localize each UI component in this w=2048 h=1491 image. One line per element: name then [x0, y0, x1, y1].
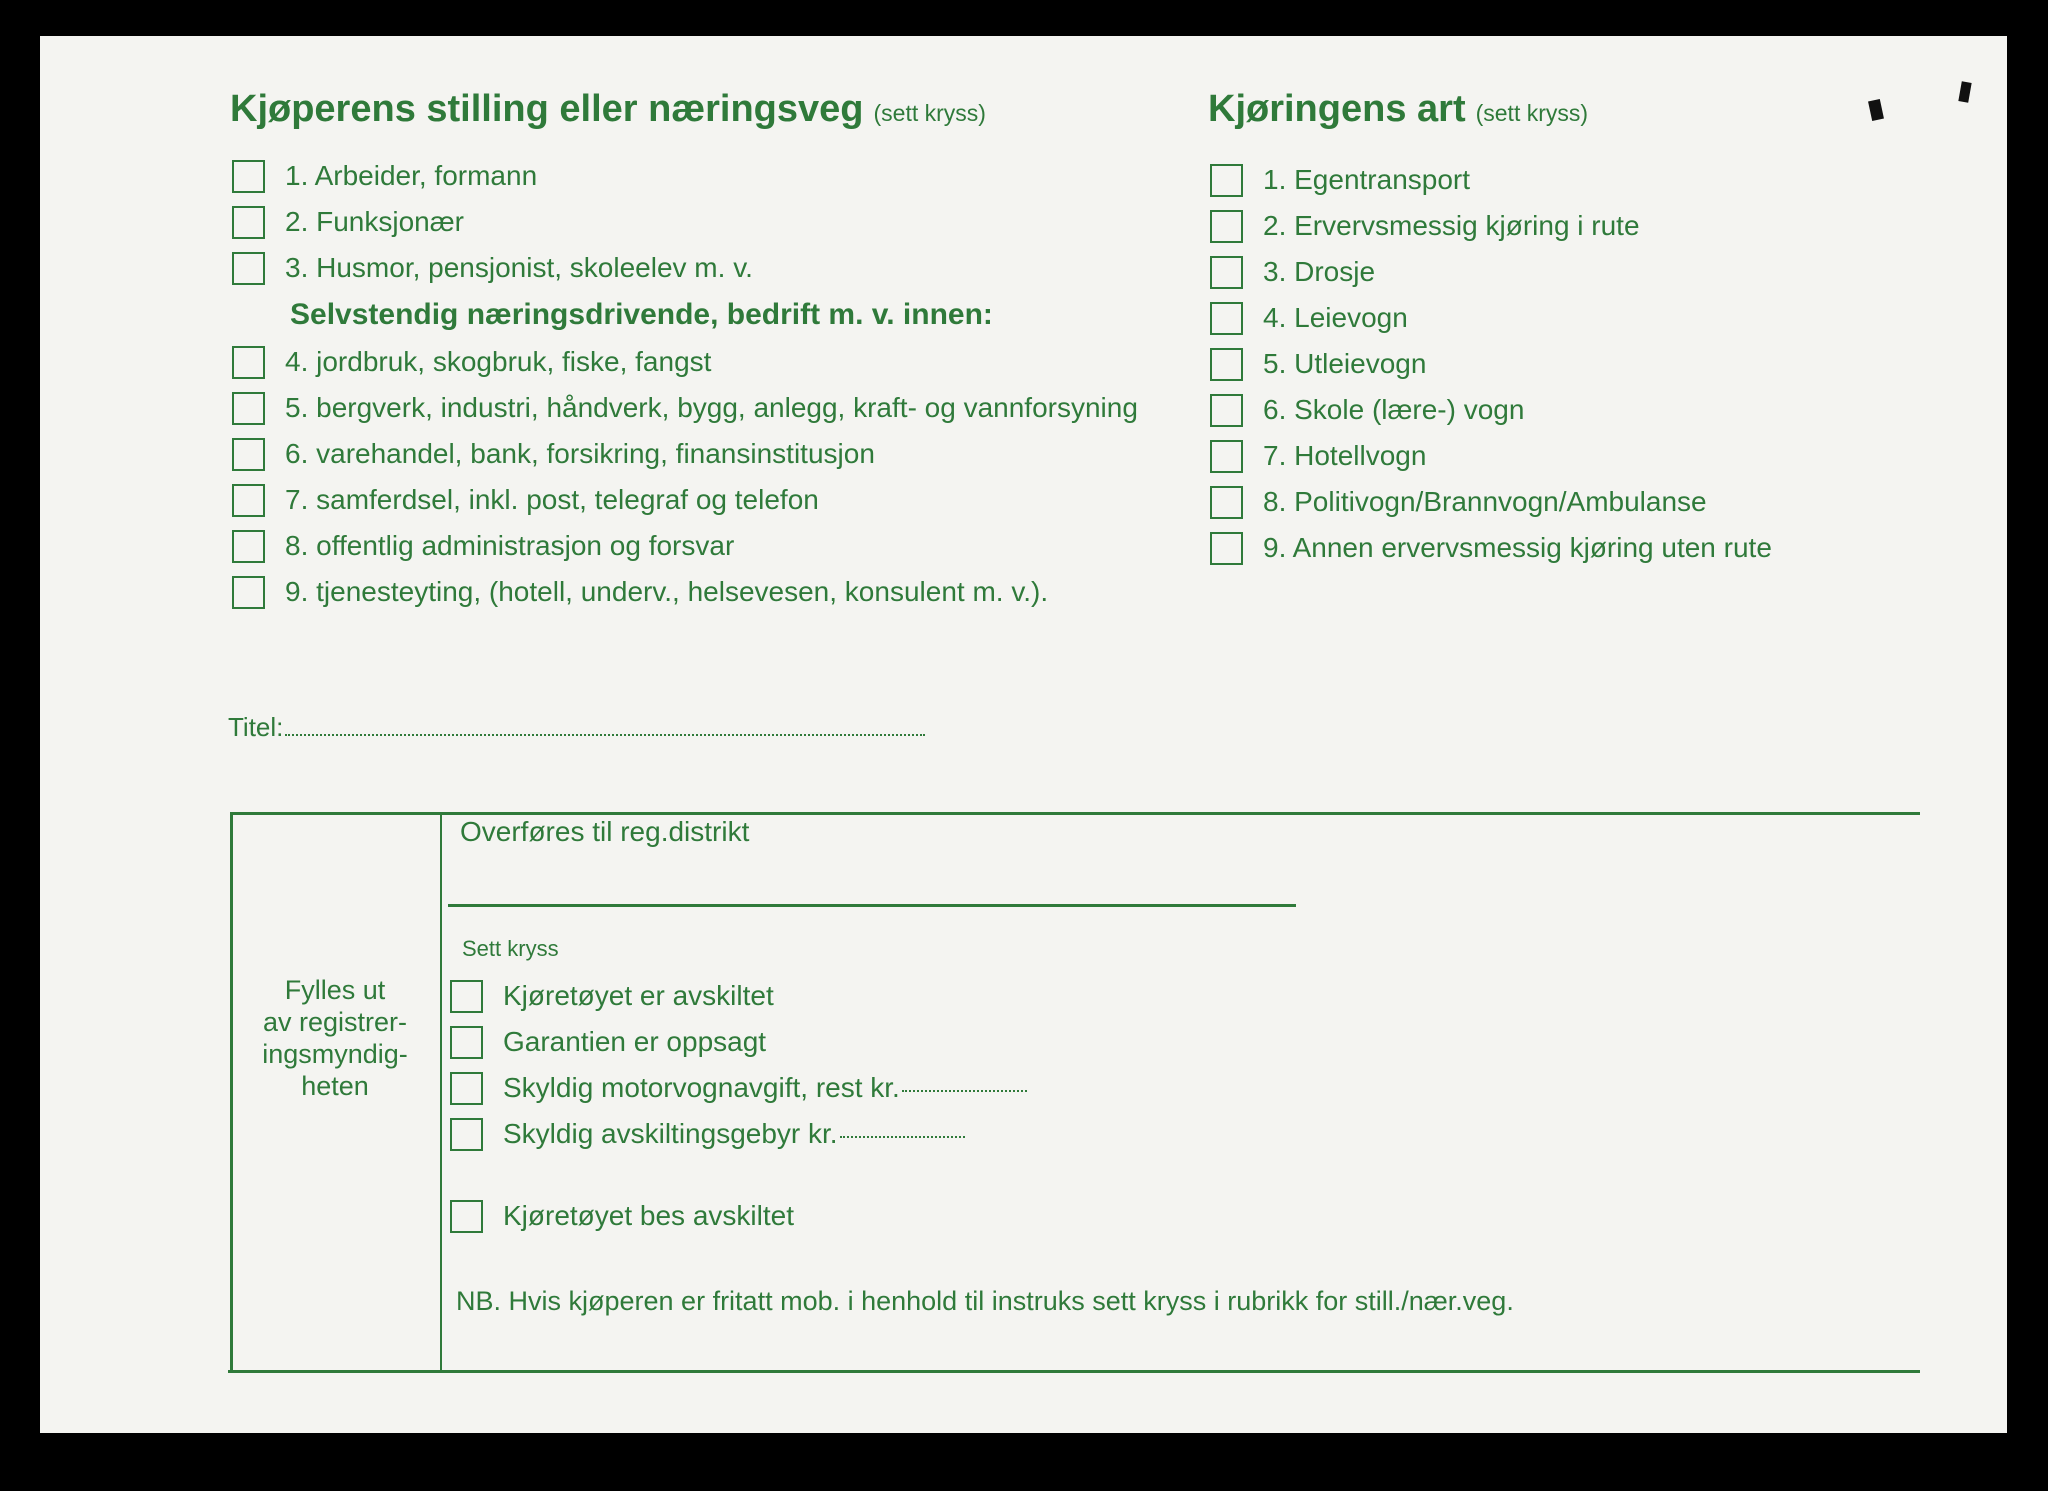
driving-option-8[interactable] — [1210, 482, 1707, 522]
checkbox[interactable] — [1210, 394, 1243, 427]
checkbox[interactable] — [232, 160, 265, 193]
guarantee-cancelled-option[interactable] — [450, 1022, 766, 1062]
driving-option-4[interactable] — [1210, 298, 1408, 338]
occupation-option-6[interactable] — [232, 434, 875, 474]
title-field-label: Titel: — [228, 712, 284, 742]
box-top-border — [230, 812, 1920, 815]
driving-option-9[interactable] — [1210, 528, 1772, 568]
checkbox[interactable] — [450, 1200, 483, 1233]
form-sheet — [40, 36, 2007, 1433]
occupation-option-8[interactable] — [232, 526, 734, 566]
occupation-option-4[interactable] — [232, 342, 711, 382]
option-label: Skyldig avskiltingsgebyr kr. — [503, 1118, 838, 1149]
option-label: 1. Egentransport — [1263, 164, 1471, 195]
driving-option-7[interactable] — [1210, 436, 1426, 476]
motor-tax-owed-option[interactable] — [450, 1068, 1027, 1108]
option-label: Skyldig motorvognavgift, rest kr. — [503, 1072, 900, 1103]
box-divider — [440, 812, 442, 1370]
right-section-title: Kjøringens art — [1208, 88, 1466, 130]
option-label: 7. samferdsel, inkl. post, telegraf og telefon — [285, 484, 819, 515]
nb-note: NB. Hvis kjøperen er fritatt mob. i henhold til instruks sett kryss i rubrikk for still./nær.veg. — [456, 1286, 1514, 1316]
left-section-heading — [230, 88, 986, 131]
checkbox[interactable] — [450, 1118, 483, 1151]
checkbox[interactable] — [232, 576, 265, 609]
left-section-title: Kjøperens stilling eller næringsveg — [230, 88, 864, 130]
checkbox[interactable] — [1210, 164, 1243, 197]
box-left-border — [230, 812, 233, 1373]
scan-mark — [1958, 81, 1971, 102]
box-bottom-border — [228, 1370, 1920, 1373]
amount-dotted-line[interactable] — [840, 1130, 965, 1138]
option-label: Garantien er oppsagt — [503, 1026, 767, 1057]
checkbox[interactable] — [1210, 210, 1243, 243]
occupation-option-7[interactable] — [232, 480, 819, 520]
self-employed-subheading: Selvstendig næringsdrivende, bedrift m. v. innen: — [290, 298, 993, 331]
checkbox[interactable] — [232, 438, 265, 471]
checkbox[interactable] — [232, 530, 265, 563]
option-label: 6. varehandel, bank, forsikring, finansinstitusjon — [285, 438, 875, 469]
checkbox[interactable] — [232, 206, 265, 239]
checkbox[interactable] — [450, 1072, 483, 1105]
option-label: Kjøretøyet er avskiltet — [503, 980, 774, 1011]
checkbox[interactable] — [1210, 532, 1243, 565]
checkbox[interactable] — [232, 346, 265, 379]
checkbox[interactable] — [1210, 486, 1243, 519]
transfer-label: Overføres til reg.distrikt — [460, 816, 750, 847]
driving-option-5[interactable] — [1210, 344, 1426, 384]
side-label-line: ingsmyndig- — [262, 1039, 408, 1069]
driving-option-6[interactable] — [1210, 390, 1524, 430]
checkbox[interactable] — [232, 252, 265, 285]
left-section-hint: (sett kryss) — [873, 100, 986, 126]
vehicle-deregistered-option[interactable] — [450, 976, 774, 1016]
option-label: Kjøretøyet bes avskiltet — [503, 1200, 794, 1231]
option-label: 8. Politivogn/Brannvogn/Ambulanse — [1263, 486, 1707, 517]
option-label: 5. bergverk, industri, håndverk, bygg, anlegg, kraft- og vannforsyning — [285, 392, 1138, 423]
occupation-option-3[interactable] — [232, 248, 753, 288]
checkbox[interactable] — [232, 392, 265, 425]
side-label-line: av registrer- — [262, 1007, 408, 1037]
occupation-option-1[interactable] — [232, 156, 537, 196]
driving-option-1[interactable] — [1210, 160, 1470, 200]
option-label: 9. tjenesteyting, (hotell, underv., helsevesen, konsulent m. v.). — [285, 576, 1049, 607]
deregistration-fee-option[interactable] — [450, 1114, 965, 1154]
checkbox[interactable] — [450, 1026, 483, 1059]
checkbox[interactable] — [450, 980, 483, 1013]
checkbox[interactable] — [1210, 348, 1243, 381]
right-section-hint: (sett kryss) — [1475, 100, 1589, 126]
occupation-option-9[interactable] — [232, 572, 1048, 612]
side-label-line: heten — [301, 1071, 369, 1101]
option-label: 5. Utleievogn — [1263, 348, 1427, 379]
transfer-district-line[interactable] — [448, 904, 1296, 907]
driving-option-3[interactable] — [1210, 252, 1375, 292]
title-field-dotted-line[interactable] — [285, 728, 925, 736]
option-label: 4. jordbruk, skogbruk, fiske, fangst — [285, 346, 712, 377]
option-label: 6. Skole (lære-) vogn — [1263, 394, 1525, 425]
option-label: 2. Ervervsmessig kjøring i rute — [1263, 210, 1640, 241]
checkbox[interactable] — [232, 484, 265, 517]
side-label-line: Fylles ut — [284, 975, 386, 1005]
option-label: 4. Leievogn — [1263, 302, 1408, 333]
checkbox[interactable] — [1210, 440, 1243, 473]
side-label — [240, 974, 430, 1102]
amount-dotted-line[interactable] — [902, 1084, 1027, 1092]
option-label: 2. Funksjonær — [285, 206, 464, 237]
right-section-heading — [1208, 88, 1588, 131]
title-field[interactable] — [228, 712, 925, 743]
request-deregistration-option[interactable] — [450, 1196, 794, 1236]
option-label: 3. Husmor, pensjonist, skoleelev m. v. — [285, 252, 753, 283]
option-label: 7. Hotellvogn — [1263, 440, 1427, 471]
option-label: 1. Arbeider, formann — [285, 160, 538, 191]
scan-mark — [1868, 99, 1884, 121]
option-label: 8. offentlig administrasjon og forsvar — [285, 530, 735, 561]
checkbox[interactable] — [1210, 302, 1243, 335]
occupation-option-2[interactable] — [232, 202, 464, 242]
sett-kryss-label: Sett kryss — [462, 936, 559, 961]
occupation-option-5[interactable] — [232, 388, 1138, 428]
driving-option-2[interactable] — [1210, 206, 1640, 246]
checkbox[interactable] — [1210, 256, 1243, 289]
option-label: 3. Drosje — [1263, 256, 1376, 287]
option-label: 9. Annen ervervsmessig kjøring uten rute — [1263, 532, 1772, 563]
